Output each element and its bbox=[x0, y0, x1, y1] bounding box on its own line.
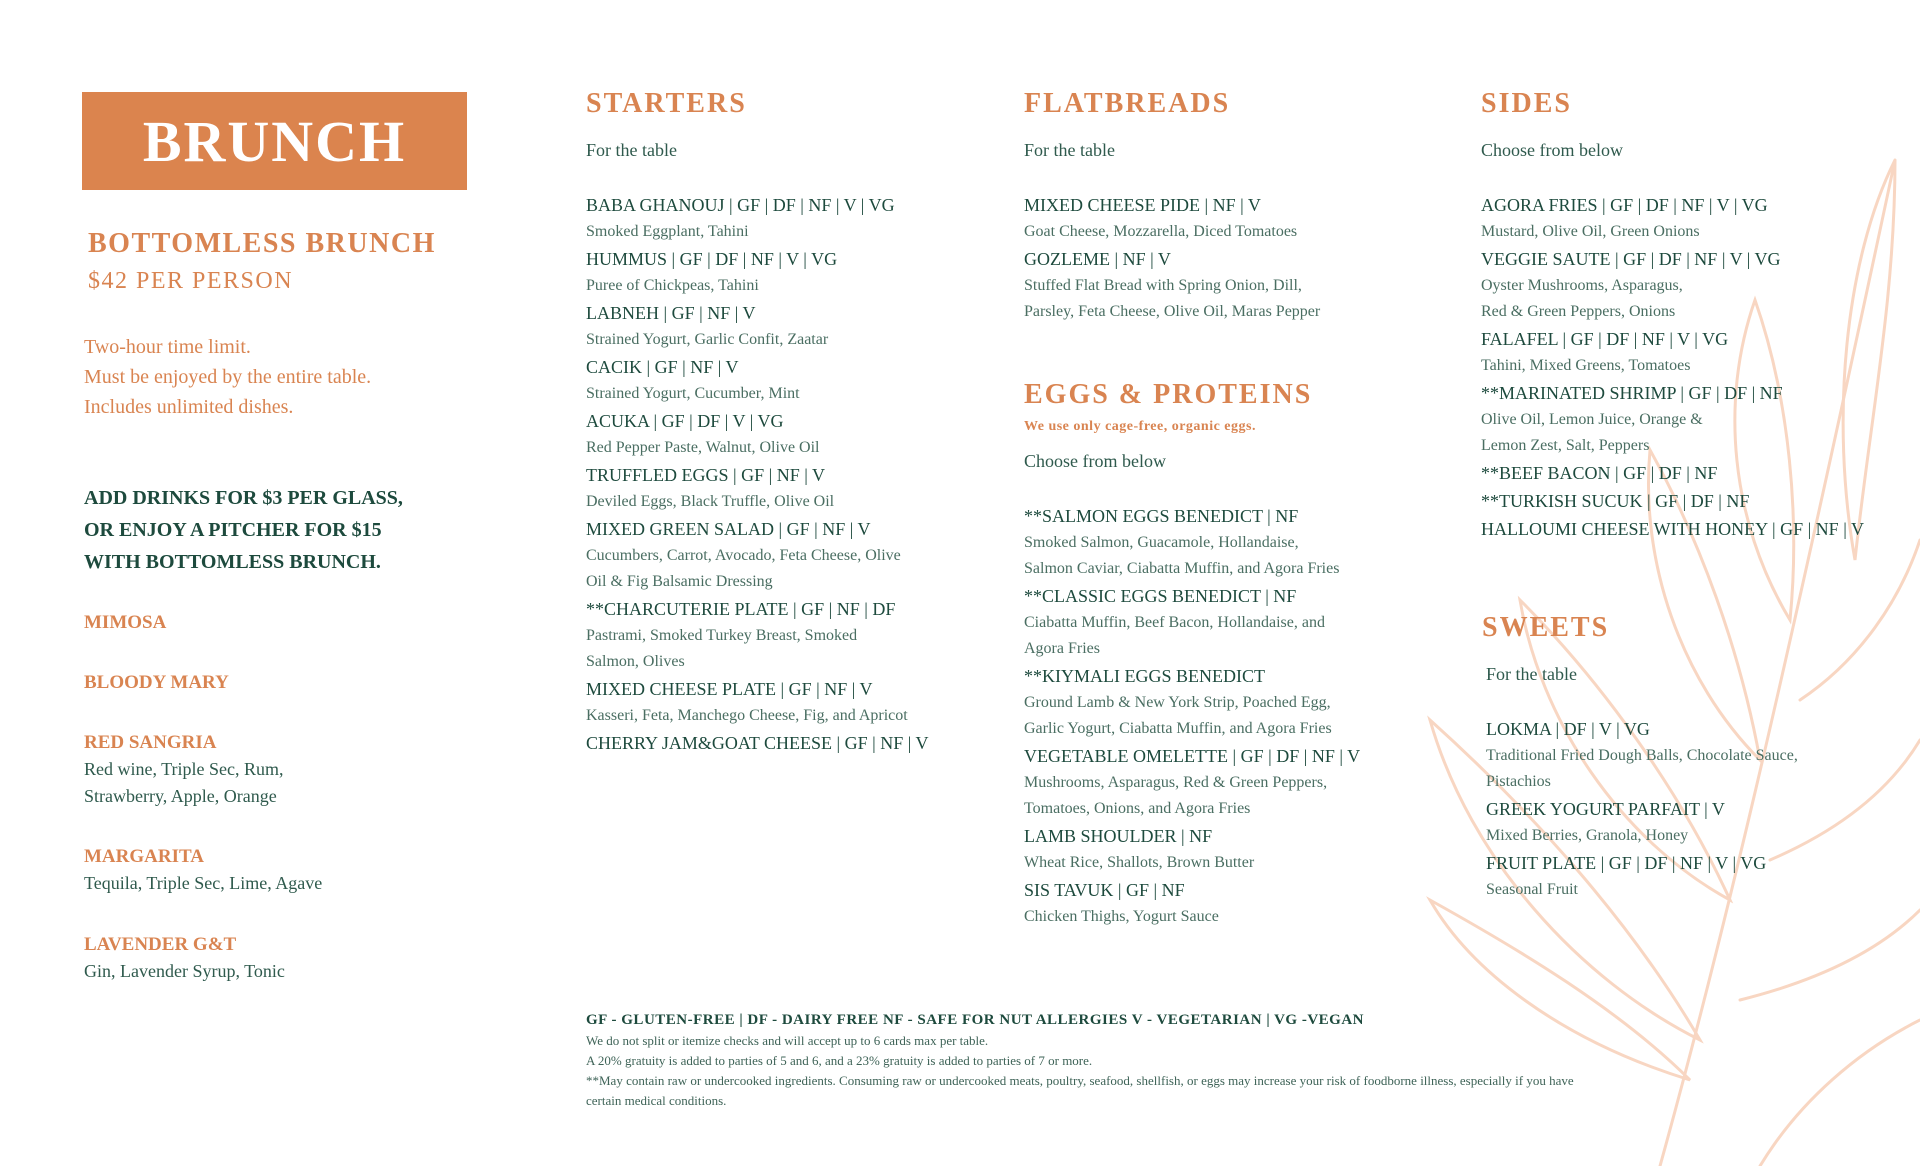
section-title: SWEETS bbox=[1482, 612, 1610, 643]
menu-item bbox=[1024, 582, 1404, 662]
item-name: **TURKISH SUCUK | GF | DF | NF bbox=[1481, 491, 1750, 511]
menu-item bbox=[1486, 715, 1882, 795]
item-description: Red & Green Peppers, Onions bbox=[1481, 303, 1676, 320]
item-description: Oil & Fig Balsamic Dressing bbox=[586, 573, 773, 590]
menu-item bbox=[1024, 191, 1404, 245]
drink-red-sangria bbox=[84, 732, 284, 810]
item-description: Goat Cheese, Mozzarella, Diced Tomatoes bbox=[1024, 223, 1298, 240]
item-description: Mixed Berries, Granola, Honey bbox=[1486, 827, 1689, 844]
item-description: Deviled Eggs, Black Truffle, Olive Oil bbox=[586, 493, 835, 510]
section-title: FLATBREADS bbox=[1024, 88, 1231, 119]
footer bbox=[586, 1012, 1876, 1111]
menu-items bbox=[1024, 191, 1404, 325]
menu-item bbox=[1481, 245, 1901, 325]
item-description: Salmon, Olives bbox=[586, 653, 685, 670]
item-name: GOZLEME | NF | V bbox=[1024, 249, 1171, 269]
item-name: **SALMON EGGS BENEDICT | NF bbox=[1024, 506, 1299, 526]
menu-item bbox=[586, 729, 966, 757]
menu-items bbox=[586, 191, 966, 757]
menu-item bbox=[1481, 191, 1901, 245]
eggs-proteins-section bbox=[1024, 379, 1404, 930]
item-name: **MARINATED SHRIMP | GF | DF | NF bbox=[1481, 383, 1783, 403]
drink-name: MARGARITA bbox=[84, 846, 204, 867]
item-description: Olive Oil, Lemon Juice, Orange & bbox=[1481, 411, 1703, 428]
menu-item bbox=[586, 353, 966, 407]
menu-item bbox=[1481, 515, 1901, 543]
section-title: EGGS & PROTEINS bbox=[1024, 379, 1313, 410]
item-description: Agora Fries bbox=[1024, 640, 1100, 657]
item-description: Ciabatta Muffin, Beef Bacon, Hollandaise, and bbox=[1024, 614, 1325, 631]
drink-bloody-mary bbox=[84, 672, 229, 694]
item-name: LAMB SHOULDER | NF bbox=[1024, 826, 1213, 846]
menu-item bbox=[1024, 245, 1404, 325]
drinks-note bbox=[84, 482, 403, 578]
item-description: Strained Yogurt, Cucumber, Mint bbox=[586, 385, 800, 402]
item-name: MIXED CHEESE PLATE | GF | NF | V bbox=[586, 679, 873, 699]
menu-item bbox=[586, 191, 966, 245]
item-name: **CLASSIC EGGS BENEDICT | NF bbox=[1024, 586, 1297, 606]
item-description: Tomatoes, Onions, and Agora Fries bbox=[1024, 800, 1251, 817]
item-name: **KIYMALI EGGS BENEDICT bbox=[1024, 666, 1265, 686]
section-subtitle: Choose from below bbox=[1024, 451, 1166, 471]
note-line: Two-hour time limit. bbox=[84, 336, 251, 358]
menu-item bbox=[586, 245, 966, 299]
item-name: CACIK | GF | NF | V bbox=[586, 357, 739, 377]
section-subtitle: For the table bbox=[1024, 140, 1115, 160]
menu-item bbox=[1481, 379, 1901, 459]
drinks-note-line: WITH BOTTOMLESS BRUNCH. bbox=[84, 551, 381, 573]
item-description: Seasonal Fruit bbox=[1486, 881, 1578, 898]
menu-item bbox=[1481, 459, 1901, 487]
menu-item bbox=[1481, 325, 1901, 379]
menu-item bbox=[1024, 502, 1404, 582]
item-description: Cucumbers, Carrot, Avocado, Feta Cheese, Olive bbox=[586, 547, 901, 564]
item-name: HALLOUMI CHEESE WITH HONEY | GF | NF | V bbox=[1481, 519, 1864, 539]
footer-line: A 20% gratuity is added to parties of 5 and 6, and a 23% gratuity is added to parties of 7 or more. bbox=[586, 1053, 1093, 1068]
menu-item bbox=[586, 461, 966, 515]
item-description: Lemon Zest, Salt, Peppers bbox=[1481, 437, 1650, 454]
sweets-section bbox=[1482, 612, 1882, 903]
brunch-title-box bbox=[82, 92, 467, 190]
item-description: Wheat Rice, Shallots, Brown Butter bbox=[1024, 854, 1255, 871]
note-line: Must be enjoyed by the entire table. bbox=[84, 366, 372, 388]
item-description: Garlic Yogurt, Ciabatta Muffin, and Agora Fries bbox=[1024, 720, 1332, 737]
item-description: Puree of Chickpeas, Tahini bbox=[586, 277, 759, 294]
menu-item bbox=[586, 407, 966, 461]
item-name: LABNEH | GF | NF | V bbox=[586, 303, 756, 323]
footer-line: We do not split or itemize checks and will accept up to 6 cards max per table. bbox=[586, 1033, 989, 1048]
footer-line: certain medical conditions. bbox=[586, 1093, 727, 1108]
note-line: Includes unlimited dishes. bbox=[84, 396, 294, 418]
menu-item bbox=[1024, 876, 1404, 930]
item-name: CHERRY JAM&GOAT CHEESE | GF | NF | V bbox=[586, 733, 929, 753]
section-title: SIDES bbox=[1481, 88, 1572, 119]
item-description: Strained Yogurt, Garlic Confit, Zaatar bbox=[586, 331, 829, 348]
item-name: MIXED CHEESE PIDE | NF | V bbox=[1024, 195, 1261, 215]
bottomless-brunch-title: BOTTOMLESS BRUNCH bbox=[88, 228, 436, 259]
drinks-note-line: OR ENJOY A PITCHER FOR $15 bbox=[84, 519, 382, 541]
drink-mimosa bbox=[84, 612, 166, 634]
drink-margarita bbox=[84, 846, 322, 897]
item-name: VEGETABLE OMELETTE | GF | DF | NF | V bbox=[1024, 746, 1361, 766]
menu-items bbox=[1024, 502, 1404, 930]
menu-item bbox=[586, 595, 966, 675]
item-description: Smoked Eggplant, Tahini bbox=[586, 223, 749, 240]
footer-line: **May contain raw or undercooked ingredients. Consuming raw or undercooked meats, poultry, seafood, shellfish, or eggs may increase your risk of foodborne illness, especially if you have bbox=[586, 1073, 1574, 1088]
sides-section bbox=[1481, 88, 1901, 543]
menu-item bbox=[1024, 662, 1404, 742]
item-name: BABA GHANOUJ | GF | DF | NF | V | VG bbox=[586, 195, 895, 215]
item-name: ACUKA | GF | DF | V | VG bbox=[586, 411, 784, 431]
drink-desc: Strawberry, Apple, Orange bbox=[84, 786, 277, 806]
menu-item bbox=[1024, 742, 1404, 822]
item-description: Traditional Fried Dough Balls, Chocolate Sauce, bbox=[1486, 747, 1798, 764]
item-description: Stuffed Flat Bread with Spring Onion, Dill, bbox=[1024, 277, 1302, 294]
drink-desc: Tequila, Triple Sec, Lime, Agave bbox=[84, 873, 323, 893]
menu-items bbox=[1482, 715, 1882, 903]
item-name: SIS TAVUK | GF | NF bbox=[1024, 880, 1185, 900]
item-name: TRUFFLED EGGS | GF | NF | V bbox=[586, 465, 826, 485]
item-name: HUMMUS | GF | DF | NF | V | VG bbox=[586, 249, 838, 269]
menu-item bbox=[1024, 822, 1404, 876]
item-description: Mushrooms, Asparagus, Red & Green Peppers, bbox=[1024, 774, 1328, 791]
section-subtitle: For the table bbox=[586, 140, 677, 160]
item-description: Ground Lamb & New York Strip, Poached Egg, bbox=[1024, 694, 1331, 711]
drinks-note-line: ADD DRINKS FOR $3 PER GLASS, bbox=[84, 487, 403, 509]
flatbreads-section bbox=[1024, 88, 1404, 325]
item-name: FALAFEL | GF | DF | NF | V | VG bbox=[1481, 329, 1729, 349]
menu-item bbox=[586, 515, 966, 595]
section-subtitle: Choose from below bbox=[1481, 140, 1623, 160]
drink-lavender-gt bbox=[84, 934, 285, 985]
brunch-title: BRUNCH bbox=[142, 108, 407, 174]
item-name: FRUIT PLATE | GF | DF | NF | V | VG bbox=[1486, 853, 1767, 873]
item-name: GREEK YOGURT PARFAIT | V bbox=[1486, 799, 1725, 819]
menu-item bbox=[1481, 487, 1901, 515]
item-name: **BEEF BACON | GF | DF | NF bbox=[1481, 463, 1718, 483]
drink-name: BLOODY MARY bbox=[84, 672, 229, 693]
item-description: Kasseri, Feta, Manchego Cheese, Fig, and Apricot bbox=[586, 707, 908, 724]
bottomless-brunch-price: $42 PER PERSON bbox=[88, 268, 294, 294]
item-description: Tahini, Mixed Greens, Tomatoes bbox=[1481, 357, 1691, 374]
item-description: Red Pepper Paste, Walnut, Olive Oil bbox=[586, 439, 820, 456]
item-description: Pistachios bbox=[1486, 773, 1551, 790]
item-description: Mustard, Olive Oil, Green Onions bbox=[1481, 223, 1700, 240]
item-name: AGORA FRIES | GF | DF | NF | V | VG bbox=[1481, 195, 1768, 215]
section-title: STARTERS bbox=[586, 88, 747, 119]
section-subtitle: For the table bbox=[1486, 664, 1577, 684]
menu-item bbox=[586, 675, 966, 729]
drink-name: LAVENDER G&T bbox=[84, 934, 237, 955]
dietary-legend: GF - GLUTEN-FREE | DF - DAIRY FREE NF - SAFE FOR NUT ALLERGIES V - VEGETARIAN | VG -VEGAN bbox=[586, 1012, 1365, 1028]
drink-name: MIMOSA bbox=[84, 612, 167, 633]
item-name: MIXED GREEN SALAD | GF | NF | V bbox=[586, 519, 871, 539]
item-description: Salmon Caviar, Ciabatta Muffin, and Agora Fries bbox=[1024, 560, 1340, 577]
item-description: Chicken Thighs, Yogurt Sauce bbox=[1024, 908, 1219, 925]
item-name: **CHARCUTERIE PLATE | GF | NF | DF bbox=[586, 599, 896, 619]
starters-section bbox=[586, 88, 966, 757]
item-description: Pastrami, Smoked Turkey Breast, Smoked bbox=[586, 627, 858, 644]
item-description: Smoked Salmon, Guacamole, Hollandaise, bbox=[1024, 534, 1299, 551]
item-name: LOKMA | DF | V | VG bbox=[1486, 719, 1650, 739]
drink-name: RED SANGRIA bbox=[84, 732, 217, 753]
menu-item bbox=[586, 299, 966, 353]
bottomless-brunch-notes bbox=[84, 332, 371, 422]
menu-items bbox=[1481, 191, 1901, 543]
section-note: We use only cage-free, organic eggs. bbox=[1024, 419, 1256, 434]
menu-item bbox=[1486, 795, 1882, 849]
item-name: VEGGIE SAUTE | GF | DF | NF | V | VG bbox=[1481, 249, 1781, 269]
drink-desc: Red wine, Triple Sec, Rum, bbox=[84, 759, 284, 779]
menu-item bbox=[1486, 849, 1882, 903]
item-description: Parsley, Feta Cheese, Olive Oil, Maras Pepper bbox=[1024, 303, 1321, 320]
item-description: Oyster Mushrooms, Asparagus, bbox=[1481, 277, 1683, 294]
drink-desc: Gin, Lavender Syrup, Tonic bbox=[84, 961, 285, 981]
